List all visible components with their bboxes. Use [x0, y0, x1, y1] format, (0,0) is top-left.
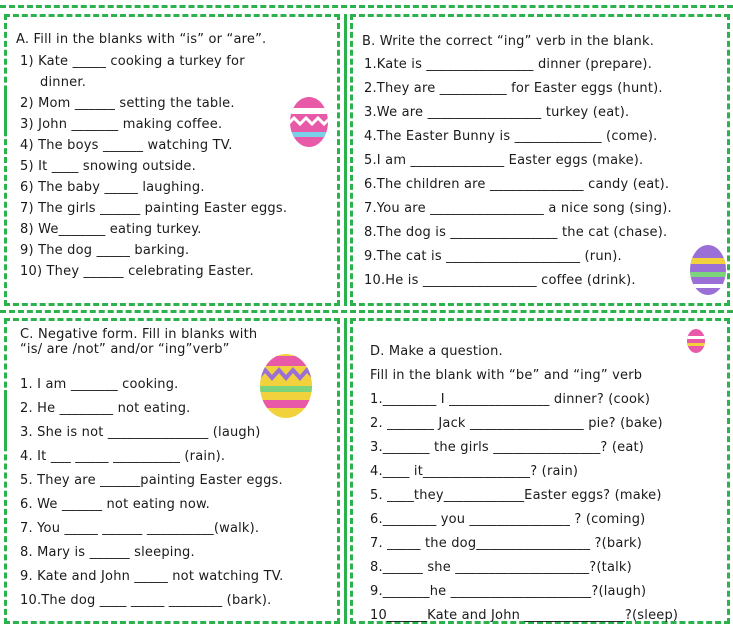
section-c-line: 9. Kate and John _____ not watching TV.	[20, 569, 284, 584]
left-accent-bar	[4, 90, 7, 132]
section-d-line: 8.______ she ____________________?(talk)	[370, 560, 632, 575]
section-a-line: 4) The boys ______ watching TV.	[20, 138, 233, 153]
section-d-line: 5. ____they____________Easter eggs? (make)	[370, 488, 662, 503]
section-c-line: 7. You _____ ______ __________(walk).	[20, 521, 260, 536]
section-d-line: 7. _____ the dog_________________ ?(bark)	[370, 536, 643, 551]
section-b-line: 6.The children are ______________ candy (eat).	[364, 177, 670, 192]
section-d-instruction: Fill in the blank with “be” and “ing” verb	[370, 368, 643, 383]
section-b-line: 10.He is _________________ coffee (drink).	[364, 273, 636, 288]
section-d-title: D. Make a question.	[370, 344, 503, 359]
section-b-line: 7.You are _________________ a nice song (sing).	[364, 201, 672, 216]
section-a-line: 9) The dog _____ barking.	[20, 243, 190, 258]
section-a-line: 6) The baby _____ laughing.	[20, 180, 205, 195]
section-d-line: 2. _______ Jack _________________ pie? (bake)	[370, 416, 663, 431]
section-d-line: 9._______he _____________________?(laugh)	[370, 584, 647, 599]
section-a-line: 5) It ____ snowing outside.	[20, 159, 196, 174]
section-a-line: 10) They ______ celebrating Easter.	[20, 264, 254, 279]
section-c-line: 1. I am _______ cooking.	[20, 377, 179, 392]
section-c-line: 6. We ______ not eating now.	[20, 497, 210, 512]
center-accent-bar-lower	[344, 318, 347, 624]
section-b-line: 9.The cat is ____________________ (run).	[364, 249, 622, 264]
section-a-line: 2) Mom ______ setting the table.	[20, 96, 235, 111]
section-c-line: 5. They are ______painting Easter eggs.	[20, 473, 283, 488]
easter-egg-icon	[258, 350, 314, 420]
section-d-line: 3._______ the girls ________________? (eat)	[370, 440, 645, 455]
section-b-line: 1.Kate is ________________ dinner (prepare).	[364, 57, 653, 72]
center-accent-bar	[344, 14, 347, 306]
section-b-line: 3.We are _________________ turkey (eat).	[364, 105, 630, 120]
section-b-title: B. Write the correct “ing” verb in the blank.	[362, 34, 655, 49]
section-b-line: 2.They are __________ for Easter eggs (hunt).	[364, 81, 663, 96]
middle-dashed-border	[0, 310, 733, 313]
section-c-title: C. Negative form. Fill in blanks with	[20, 327, 258, 342]
section-b-line: 8.The dog is ________________ the cat (chase).	[364, 225, 668, 240]
section-a-line: 3) John _______ making coffee.	[20, 117, 223, 132]
section-a-line: 1) Kate _____ cooking a turkey for	[20, 54, 245, 69]
section-d-line: 1.________ I _______________ dinner? (cook)	[370, 392, 651, 407]
section-d-line: 6.________ you _______________ ? (coming)	[370, 512, 646, 527]
section-c-subtitle: “is/ are /not” and/or “ing”verb”	[20, 342, 230, 357]
section-a-line: dinner.	[40, 75, 87, 90]
section-d-line: 10______Kate and John _______________?(sleep)	[370, 608, 679, 623]
easter-egg-icon	[288, 94, 330, 148]
section-c-line: 2. He ________ not eating.	[20, 401, 191, 416]
section-c-line: 4. It ___ _____ __________ (rain).	[20, 449, 226, 464]
easter-egg-icon	[686, 328, 706, 354]
left-accent-bar-lower	[4, 390, 7, 450]
section-b-line: 4.The Easter Bunny is _____________ (come).	[364, 129, 658, 144]
top-dashed-border	[0, 5, 733, 8]
section-c-line: 3. She is not _______________ (laugh)	[20, 425, 261, 440]
section-d-line: 4.____ it________________? (rain)	[370, 464, 579, 479]
section-b-line: 5.I am ______________ Easter eggs (make).	[364, 153, 644, 168]
section-c-line: 10.The dog ____ _____ ________ (bark).	[20, 593, 272, 608]
section-a-line: 8) We_______ eating turkey.	[20, 222, 202, 237]
section-a-title: A. Fill in the blanks with “is” or “are”.	[16, 32, 267, 47]
section-c-line: 8. Mary is ______ sleeping.	[20, 545, 195, 560]
section-a-line: 7) The girls ______ painting Easter eggs.	[20, 201, 288, 216]
easter-egg-icon	[688, 242, 728, 296]
